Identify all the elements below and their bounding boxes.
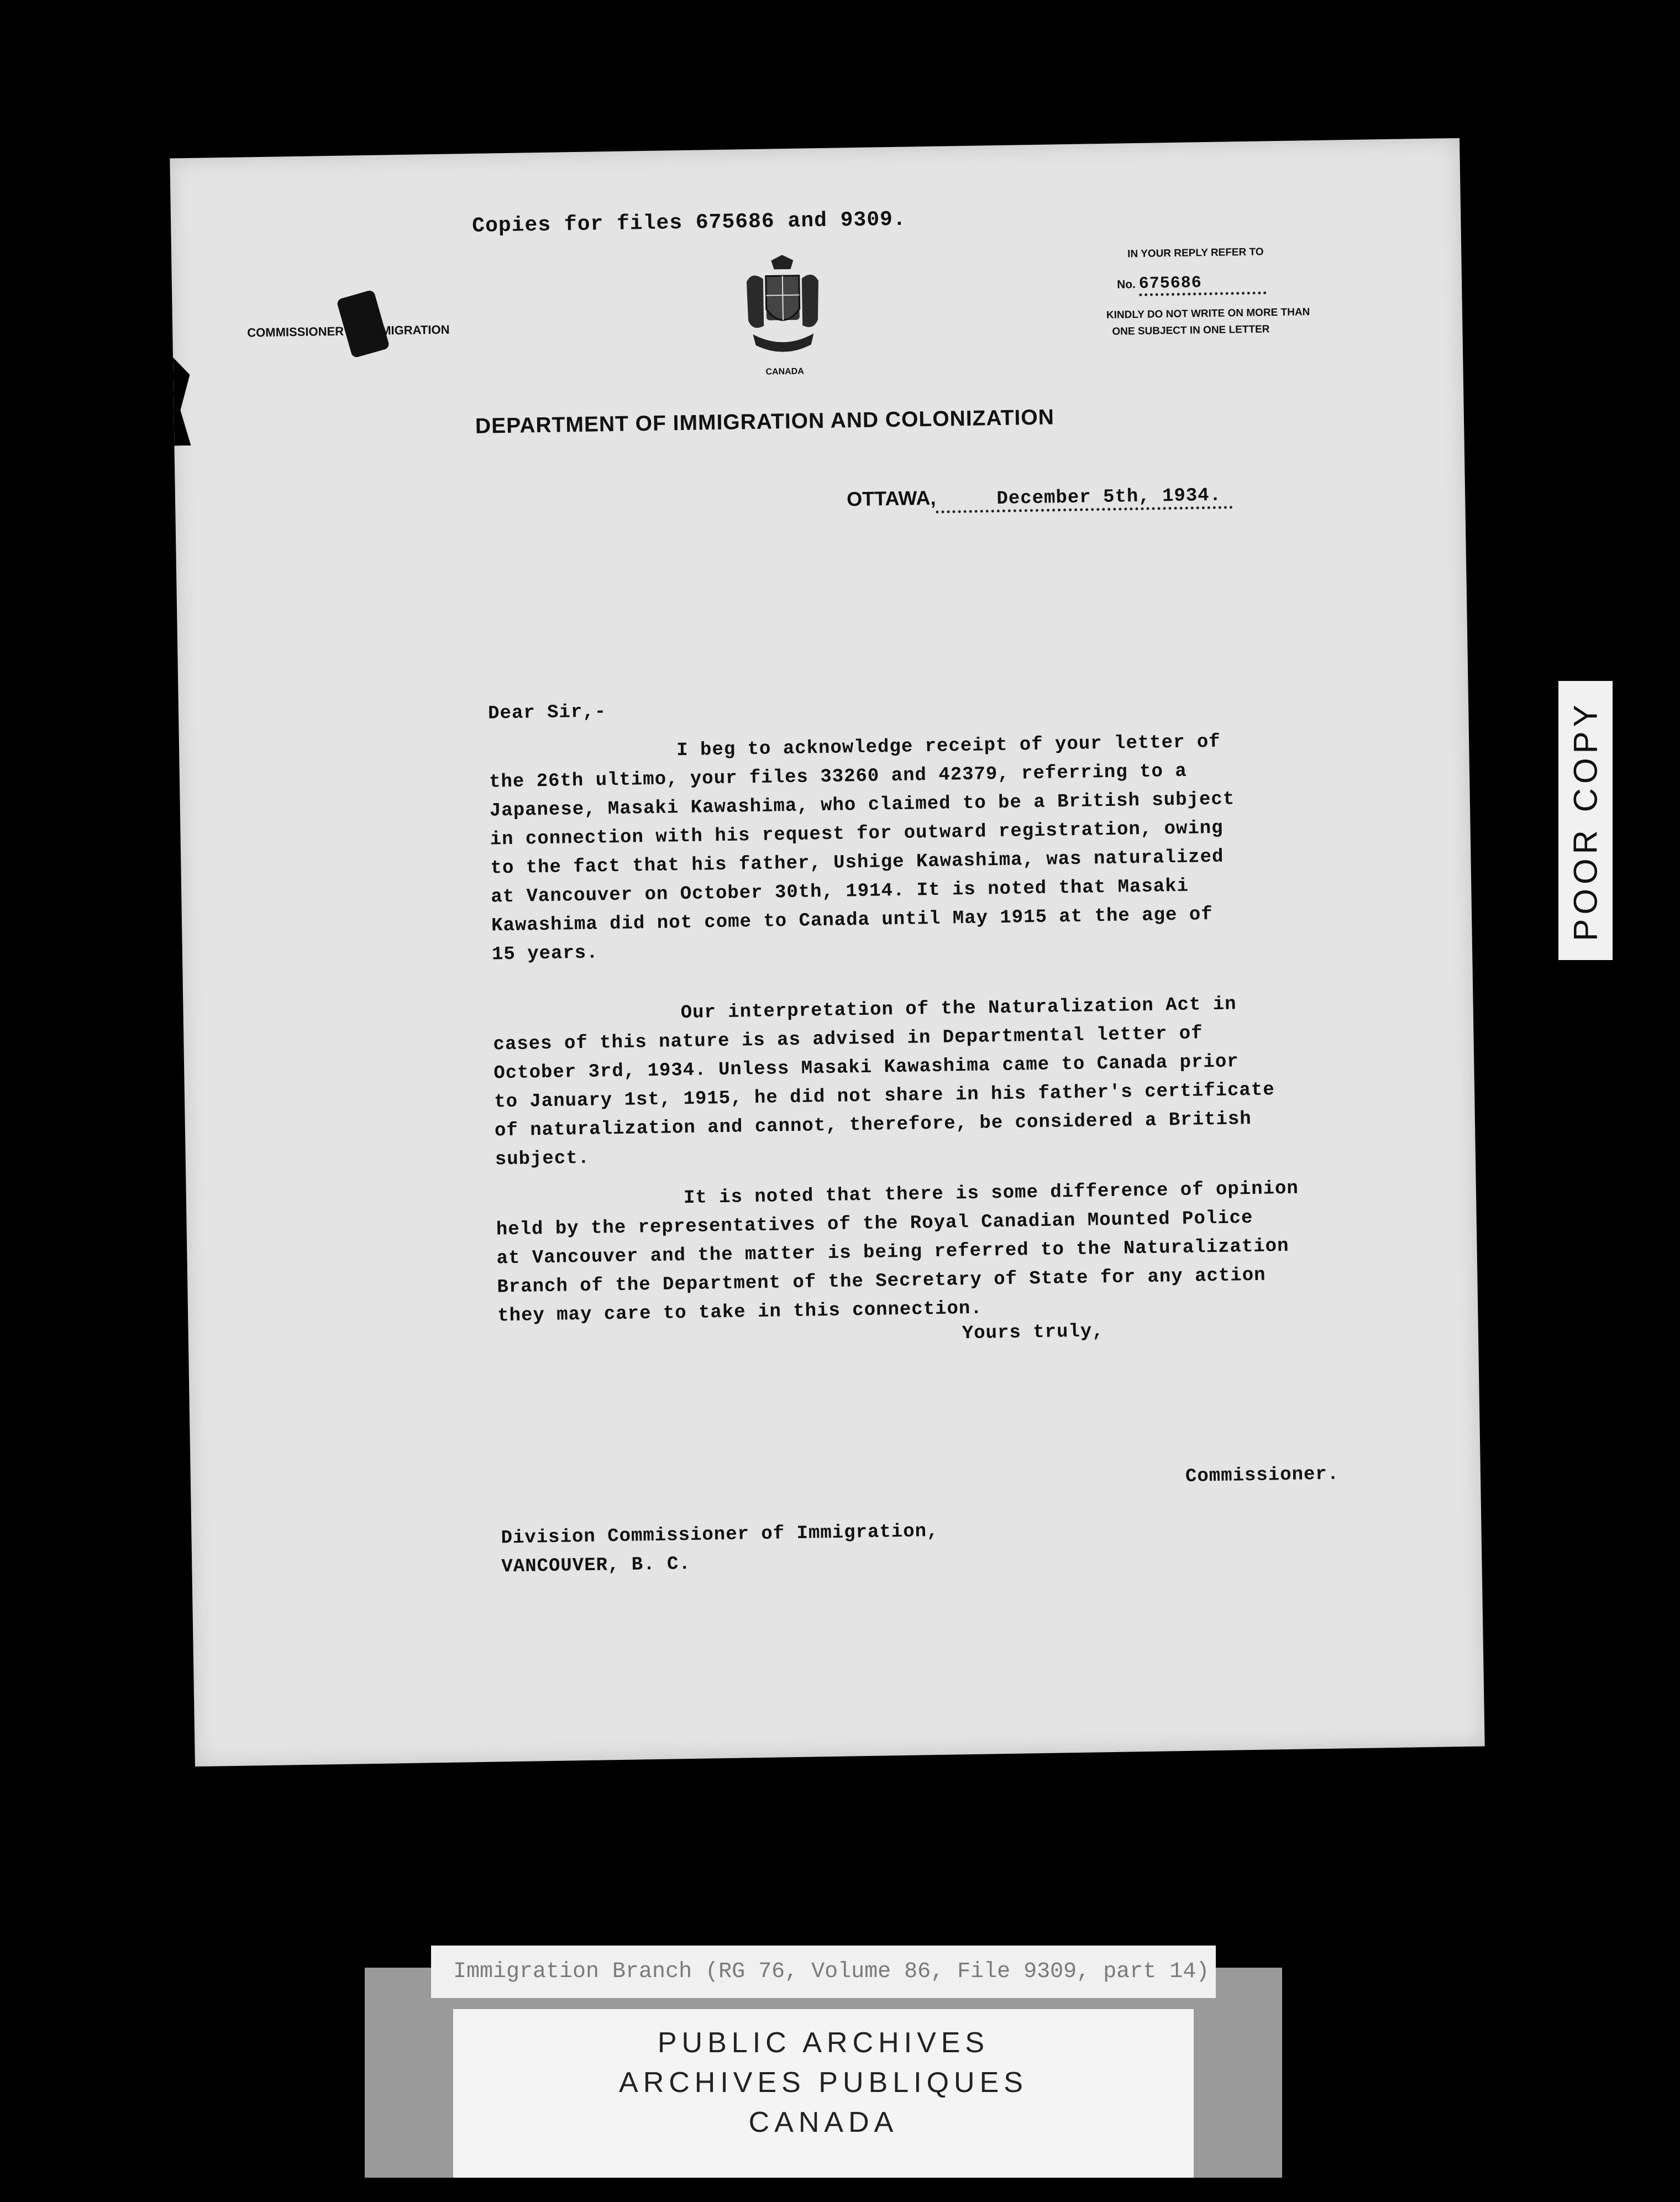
torn-edge [173, 357, 191, 445]
paragraph-1-line: at Vancouver on October 30th, 1914. It is noted that Masaki [491, 875, 1189, 908]
closing: Yours truly, [962, 1321, 1104, 1345]
paragraph-3 [496, 1175, 1301, 1331]
paragraph-1-line: Kawashima did not come to Canada until May 1915 at the age of [491, 904, 1213, 937]
crest-label: CANADA [765, 366, 804, 377]
addressee [501, 1517, 939, 1581]
poor-copy-label [1558, 681, 1613, 960]
paragraph-1-line: the 26th ultimo, your files 33260 and 42379, referring to a [489, 761, 1188, 793]
copies-note: Copies for files 675686 and 9309. [471, 207, 907, 238]
paragraph-2-line: to January 1st, 1915, he did not share in his father's certificate [494, 1079, 1275, 1113]
paragraph-3-line: held by the representatives of the Royal Canadian Mounted Police [496, 1207, 1253, 1241]
paragraph-1-line: to the fact that his father, Ushige Kawashima, was naturalized [490, 846, 1224, 879]
paragraph-3-line: It is noted that there is some difference of opinion [683, 1178, 1299, 1209]
write-note-line-2: ONE SUBJECT IN ONE LETTER [1112, 323, 1270, 338]
paragraph-1-line: Japanese, Masaki Kawashima, who claimed to be a British subject [489, 789, 1235, 822]
archive-line-1: PUBLIC ARCHIVES [657, 2027, 990, 2059]
paragraph-2-line: Our interpretation of the Naturalization Act in [680, 994, 1237, 1024]
paragraph-3-line: at Vancouver and the matter is being referred to the Naturalization [496, 1235, 1289, 1270]
reply-instruction: IN YOUR REPLY REFER TO [1127, 246, 1264, 260]
paragraph-3-line: Branch of the Department of the Secretary of State for any action [497, 1265, 1266, 1298]
letter-page [170, 138, 1484, 1766]
paragraph-1-line: in connection with his request for outward registration, owing [490, 817, 1224, 851]
archive-line-2: ARCHIVES PUBLIQUES [619, 2067, 1028, 2099]
write-note-line-1: KINDLY DO NOT WRITE ON MORE THAN [1106, 306, 1310, 321]
coat-of-arms-icon [741, 253, 825, 359]
paragraph-2-line: subject. [495, 1147, 590, 1171]
paragraph-1 [489, 727, 1237, 969]
paragraph-2-line: cases of this nature is as advised in Departmental letter of [493, 1023, 1203, 1056]
archive-stamp [453, 2009, 1194, 2178]
department-heading: DEPARTMENT OF IMMIGRATION AND COLONIZATION [475, 405, 1055, 438]
paragraph-2 [492, 989, 1275, 1174]
commissioner-label: COMMISSIONER OF IMMIGRATION [247, 322, 450, 340]
paragraph-1-line: 15 years. [491, 942, 599, 966]
signature-title: Commissioner. [1185, 1464, 1340, 1487]
letter-date: December 5th, 1934. [936, 485, 1232, 513]
archive-line-3: CANADA [748, 2106, 899, 2138]
archive-source-label: Immigration Branch (RG 76, Volume 86, File 9309, part 14) [431, 1946, 1216, 1998]
archive-stamp-card [365, 1946, 1282, 2178]
paragraph-3-line: they may care to take in this connection. [497, 1298, 983, 1327]
salutation: Dear Sir,- [487, 701, 607, 725]
paragraph-2-line: of naturalization and cannot, therefore, be considered a British [494, 1108, 1252, 1142]
reply-number-value: 675686 [1138, 272, 1266, 296]
addressee-line-1: Division Commissioner of Immigration, [501, 1521, 939, 1549]
paragraph-1-line: I beg to acknowledge receipt of your letter of [676, 731, 1221, 762]
poor-copy-text: POOR COPY [1567, 700, 1604, 941]
reply-number-label: No. [1116, 278, 1136, 291]
reply-number-row [1117, 272, 1266, 296]
addressee-line-2: VANCOUVER, B. C. [501, 1554, 691, 1578]
date-line [847, 481, 1233, 515]
place-label: OTTAWA, [846, 486, 936, 511]
paragraph-2-line: October 3rd, 1934. Unless Masaki Kawashima came to Canada prior [494, 1051, 1239, 1084]
